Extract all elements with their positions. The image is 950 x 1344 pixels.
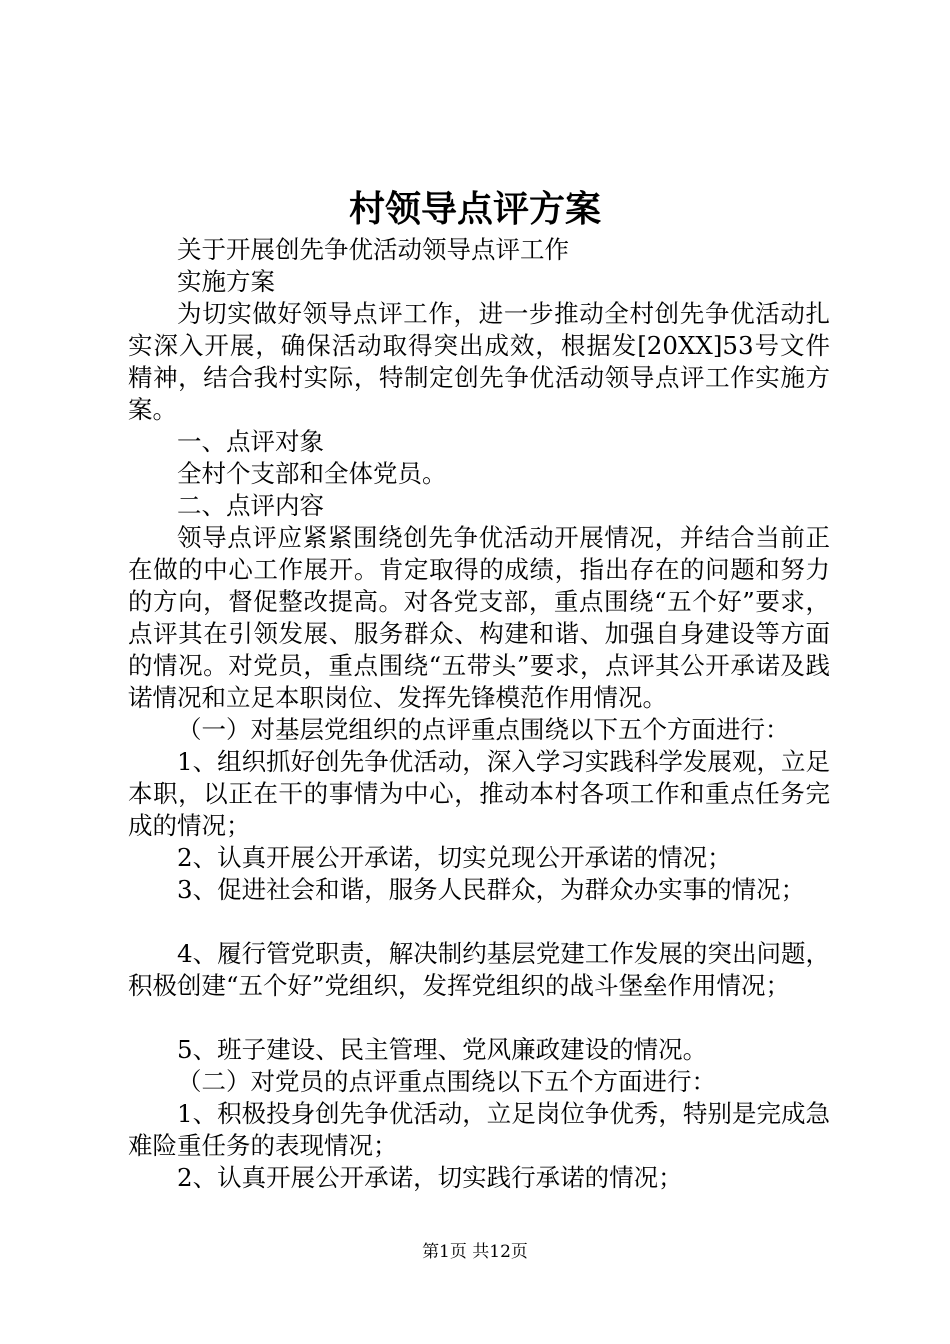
paragraph: 领导点评应紧紧围绕创先争优活动开展情况，并结合当前正在做的中心工作展开。肯定取得的成绩，指出存在的问题和努力的方向，督促整改提高。对各党支部，重点围绕“五个好”要求，点评其在引领发展、服务群众、构建和谐、加强自身建设等方面的情况。对党员，重点围绕“五带头”要求，点评其公开承诺及践诺情况和立足本职岗位、发挥先锋模范作用情况。 bbox=[128, 523, 830, 712]
document-body bbox=[128, 234, 830, 1194]
list-item: 3、促进社会和谐，服务人民群众，为群众办实事的情况； bbox=[177, 875, 806, 904]
list-item: 1、积极投身创先争优活动，立足岗位争优秀，特别是完成急难险重任务的表现情况； bbox=[128, 1099, 830, 1160]
page-footer: 第1页 共12页 bbox=[422, 1242, 528, 1262]
sub-heading: （二）对党员的点评重点围绕以下五个方面进行： bbox=[177, 1067, 716, 1096]
section-heading: 一、点评对象 bbox=[177, 427, 324, 456]
paragraph: 实施方案 bbox=[177, 267, 275, 296]
paragraph: 为切实做好领导点评工作，进一步推动全村创先争优活动扎实深入开展，确保活动取得突出成效，根据发[20XX]53号文件精神，结合我村实际，特制定创先争优活动领导点评工作实施方案。 bbox=[128, 299, 830, 424]
document-title: 村领导点评方案 bbox=[348, 188, 601, 230]
list-item: 2、认真开展公开承诺，切实践行承诺的情况； bbox=[177, 1163, 683, 1192]
section-heading: 二、点评内容 bbox=[177, 491, 324, 520]
list-item: 5、班子建设、民主管理、党风廉政建设的情况。 bbox=[177, 1035, 708, 1064]
list-item: 2、认真开展公开承诺，切实兑现公开承诺的情况； bbox=[177, 843, 732, 872]
sub-heading: （一）对基层党组织的点评重点围绕以下五个方面进行： bbox=[177, 715, 790, 744]
list-item: 4、履行管党职责，解决制约基层党建工作发展的突出问题，积极创建“五个好”党组织，发挥党组织的战斗堡垒作用情况； bbox=[128, 939, 830, 1000]
list-item: 1、组织抓好创先争优活动，深入学习实践科学发展观，立足本职，以正在干的事情为中心，推动本村各项工作和重点任务完成的情况； bbox=[128, 747, 830, 840]
paragraph: 全村个支部和全体党员。 bbox=[177, 459, 447, 488]
paragraph: 关于开展创先争优活动领导点评工作 bbox=[177, 235, 569, 264]
